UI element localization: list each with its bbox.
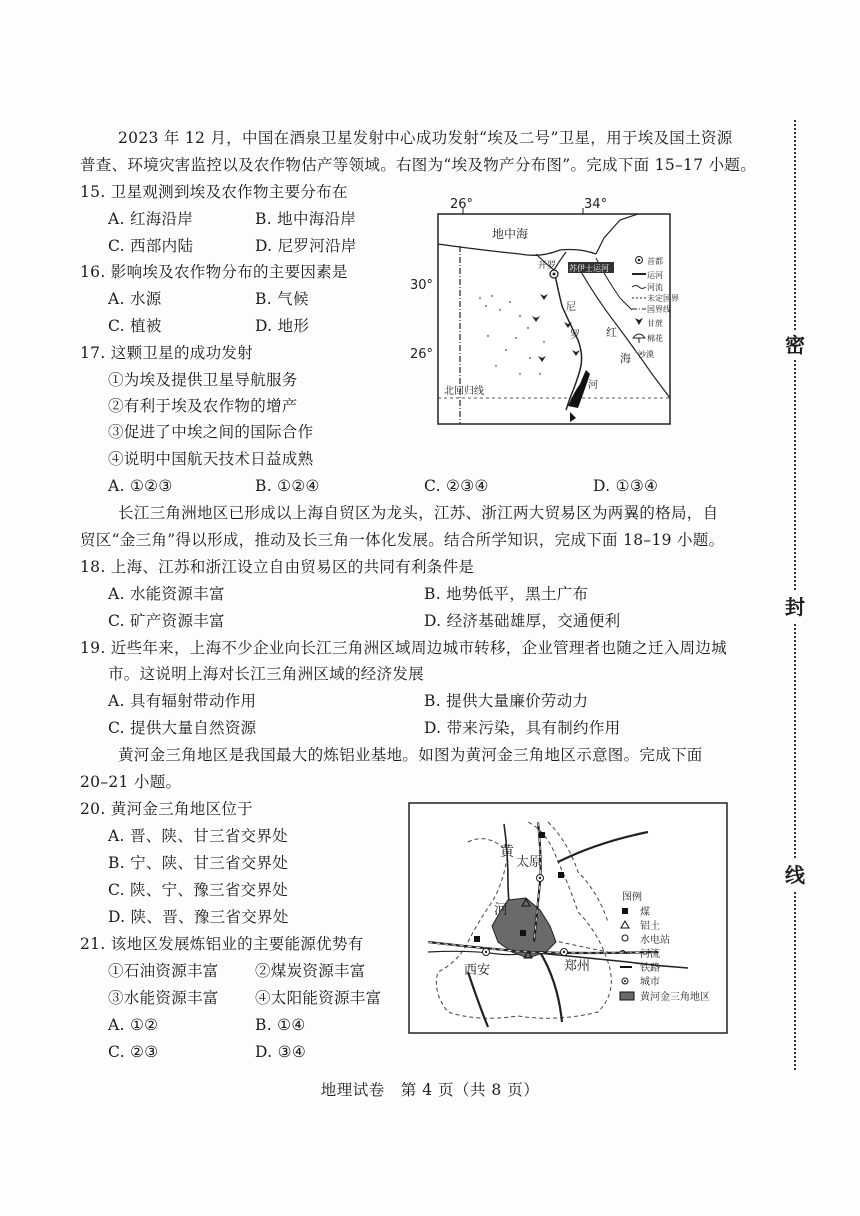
legend-border: 国界线 xyxy=(647,305,671,314)
capital-label: 开罗 xyxy=(538,261,557,271)
lat-30-label: 30° xyxy=(410,278,434,293)
legend-railway: 铁路 xyxy=(640,963,660,974)
question-20-option-b[interactable]: B. 宁、陕、甘三省交界处 xyxy=(108,854,289,872)
question-15-option-a[interactable]: A. 红海沿岸 xyxy=(108,210,194,228)
legend-canal: 运河 xyxy=(647,271,663,280)
nile-label-2: 罗 xyxy=(570,330,580,341)
question-18-stem: 18. 上海、江苏和浙江设立自由贸易区的共同有利条件是 xyxy=(80,558,475,576)
canal-label: 苏伊士运河 xyxy=(569,264,609,273)
intro-18-19-line2: 贸区“金三角”得以形成，推动及长三角一体化发展。结合所学知识，完成下面 18–19 小题。 xyxy=(80,531,725,549)
question-17-option-b[interactable]: B. ①②④ xyxy=(255,477,320,495)
question-19-option-b[interactable]: B. 提供大量廉价劳动力 xyxy=(424,692,589,710)
question-21-item-4: ④太阳能资源丰富 xyxy=(255,989,382,1007)
city-taiyuan-label: 太原 xyxy=(516,855,543,870)
page-footer: 地理试卷 第 4 页（共 8 页） xyxy=(320,1081,540,1099)
egypt-products-map xyxy=(410,197,682,438)
question-20-option-a[interactable]: A. 晋、陕、甘三省交界处 xyxy=(108,827,288,845)
legend-cotton: 棉花 xyxy=(647,334,663,343)
legend-title: 图例 xyxy=(622,892,642,903)
question-16-stem: 16. 影响埃及农作物分布的主要因素是 xyxy=(80,263,348,281)
legend-bauxite: 铝土 xyxy=(640,921,660,932)
question-21-item-1: ①石油资源丰富 xyxy=(108,962,219,980)
binding-char-feng: 封 xyxy=(782,592,808,622)
legend-hydropower: 水电站 xyxy=(640,935,670,946)
tropic-label: 北回归线 xyxy=(444,386,484,397)
question-16-option-d[interactable]: D. 地形 xyxy=(255,317,310,335)
question-15-option-c[interactable]: C. 西部内陆 xyxy=(108,237,194,255)
question-16-option-a[interactable]: A. 水源 xyxy=(108,290,162,308)
legend-golden-triangle: 黄河金三角地区 xyxy=(640,992,710,1003)
question-16-option-c[interactable]: C. 植被 xyxy=(108,317,162,335)
question-21-item-3: ③水能资源丰富 xyxy=(108,989,219,1007)
question-19-option-a[interactable]: A. 具有辐射带动作用 xyxy=(108,692,257,710)
intro-20-21-line1: 黄河金三角地区是我国最大的炼铝业基地。如图为黄河金三角地区示意图。完成下面 xyxy=(118,746,703,764)
question-21-option-c[interactable]: C. ②③ xyxy=(108,1043,159,1061)
red-sea-label-1: 红 xyxy=(606,326,617,339)
yellow-river-label-2: 河 xyxy=(494,902,508,918)
legend-city: 城市 xyxy=(640,977,660,988)
question-18-option-b[interactable]: B. 地势低平，黑土广布 xyxy=(424,585,589,603)
binding-char-mi: 密 xyxy=(782,330,808,360)
legend-sugarcane: 甘蔗 xyxy=(647,319,663,328)
legend-undetermined-border: 未定国界 xyxy=(647,294,679,303)
question-15-option-b[interactable]: B. 地中海沿岸 xyxy=(255,210,357,228)
question-17-option-a[interactable]: A. ①②③ xyxy=(108,477,173,495)
intro-20-21-line2: 20–21 小题。 xyxy=(80,773,182,791)
question-18-option-d[interactable]: D. 经济基础雄厚，交通便利 xyxy=(424,612,621,630)
legend-coal: 煤 xyxy=(640,907,650,918)
yellow-river-label-1: 黄 xyxy=(500,844,514,860)
city-zhengzhou-label: 郑州 xyxy=(564,959,591,974)
question-21-stem: 21. 该地区发展炼铝业的主要能源优势有 xyxy=(80,935,364,953)
intro-15-17-line2: 普查、环境灾害监控以及农作物估产等领域。右图为“埃及物产分布图”。完成下面 15–17 小题。 xyxy=(80,156,757,174)
question-19-stem-line1: 19. 近些年来，上海不少企业向长江三角洲区域周边城市转移，企业管理者也随之迁入周边城 xyxy=(80,639,727,657)
legend-capital: 首都 xyxy=(647,257,663,266)
question-18-option-a[interactable]: A. 水能资源丰富 xyxy=(108,585,225,603)
question-20-stem: 20. 黄河金三角地区位于 xyxy=(80,800,253,818)
intro-18-19-line1: 长江三角洲地区已形成以上海自贸区为龙头，江苏、浙江两大贸易区为两翼的格局，自 xyxy=(118,504,719,522)
question-17-item-1: ①为埃及提供卫星导航服务 xyxy=(108,371,298,389)
question-17-stem: 17. 这颗卫星的成功发射 xyxy=(80,344,253,362)
question-15-option-d[interactable]: D. 尼罗河沿岸 xyxy=(255,237,357,255)
legend-river: 河流 xyxy=(640,949,660,960)
question-17-item-2: ②有利于埃及农作物的增产 xyxy=(108,397,298,415)
question-21-option-b[interactable]: B. ①④ xyxy=(255,1016,306,1034)
lon-34-label: 34° xyxy=(584,197,608,212)
mediterranean-label: 地中海 xyxy=(492,227,529,241)
question-17-item-4: ④说明中国航天技术日益成熟 xyxy=(108,450,314,468)
question-17-option-d[interactable]: D. ①③④ xyxy=(593,477,659,495)
question-19-option-d[interactable]: D. 带来污染，具有制约作用 xyxy=(424,719,621,737)
question-19-stem-line2: 市。这说明上海对长江三角洲区域的经济发展 xyxy=(108,665,425,683)
legend-river: 河流 xyxy=(647,283,663,292)
lon-26-label: 26° xyxy=(450,197,474,212)
city-xian-label: 西安 xyxy=(464,963,491,978)
nile-label-1: 尼 xyxy=(566,302,576,313)
question-17-option-c[interactable]: C. ②③④ xyxy=(424,477,489,495)
question-20-option-d[interactable]: D. 陕、晋、豫三省交界处 xyxy=(108,908,289,926)
question-20-option-c[interactable]: C. 陕、宁、豫三省交界处 xyxy=(108,881,289,899)
legend-desert: 沙漠 xyxy=(638,350,654,359)
question-16-option-b[interactable]: B. 气候 xyxy=(255,290,309,308)
yellow-river-triangle-map xyxy=(408,802,728,1034)
binding-char-xian: 线 xyxy=(782,860,808,890)
intro-15-17-line1: 2023 年 12 月，中国在酒泉卫星发射中心成功发射“埃及二号”卫星，用于埃及国土资源 xyxy=(118,129,733,147)
binding-line xyxy=(780,120,810,1070)
question-17-item-3: ③促进了中埃之间的国际合作 xyxy=(108,423,314,441)
question-21-option-a[interactable]: A. ①② xyxy=(108,1016,159,1034)
question-15-stem: 15. 卫星观测到埃及农作物主要分布在 xyxy=(80,183,348,201)
question-21-item-2: ②煤炭资源丰富 xyxy=(255,962,366,980)
lat-26-label: 26° xyxy=(410,347,434,362)
question-21-option-d[interactable]: D. ③④ xyxy=(255,1043,307,1061)
nile-label-3: 河 xyxy=(588,380,598,391)
question-18-option-c[interactable]: C. 矿产资源丰富 xyxy=(108,612,225,630)
red-sea-label-2: 海 xyxy=(620,352,631,365)
question-19-option-c[interactable]: C. 提供大量自然资源 xyxy=(108,719,257,737)
